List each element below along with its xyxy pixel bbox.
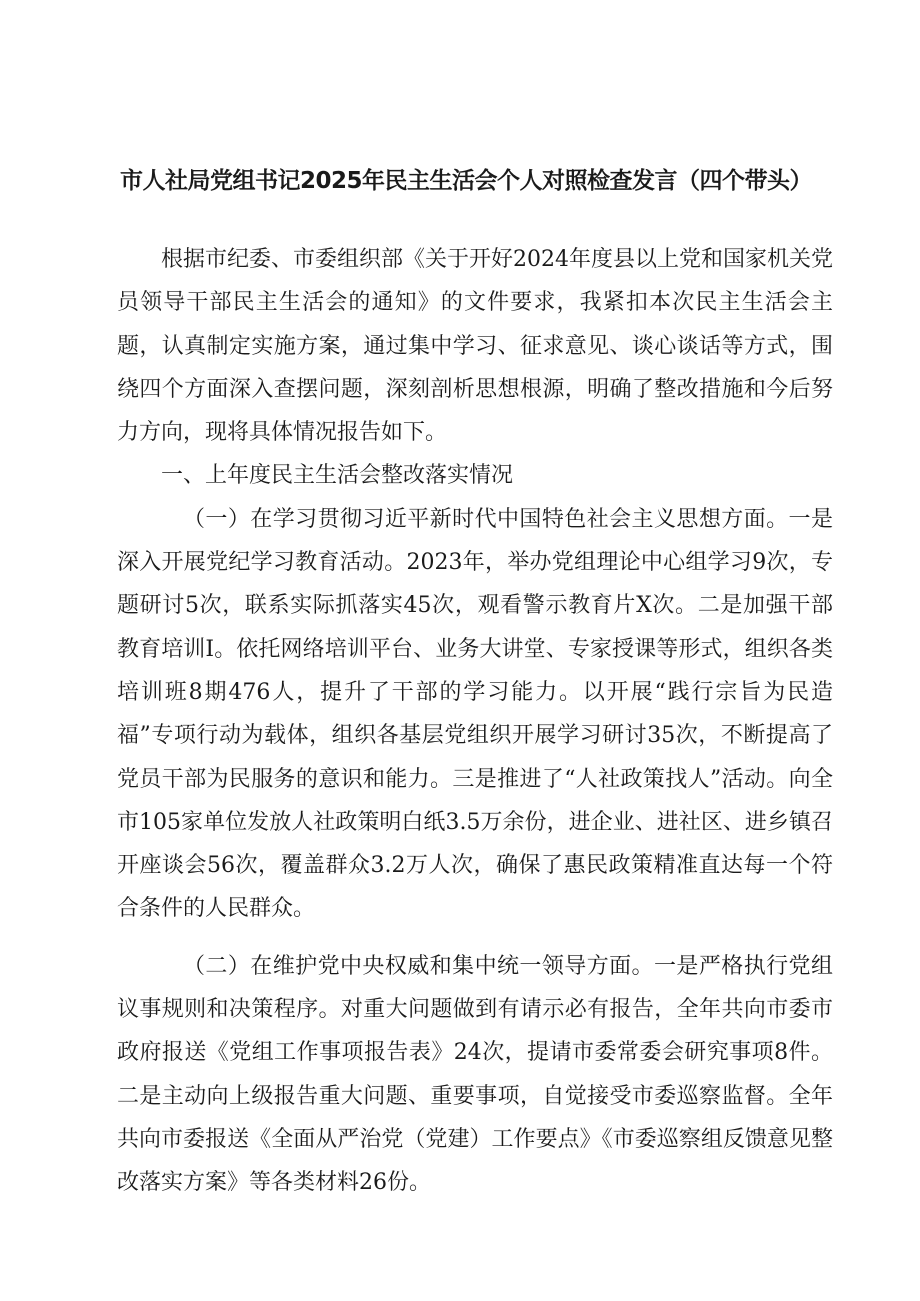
paragraph-gap xyxy=(117,931,833,945)
paragraph-authority: （二）在维护党中央权威和集中统一领导方面。一是严格执行党组议事规则和决策程序。对重大问题做到有请示必有报告，全年共向市委市政府报送《党组工作事项报告表》24次，提请市委常委会研究事项8件。二是主动向上级报告重大问题、重要事项，自觉接受市委巡察监督。全年共向市委报送《全面从严治党（党建）工作要点》《市委巡察组反馈意见整改落实方案》等各类材料26份。 xyxy=(117,953,833,1196)
intro-paragraph: 根据市纪委、市委组织部《关于开好2024年度县以上党和国家机关党员领导干部民主生活会的通知》的文件要求，我紧扣本次民主生活会主题，认真制定实施方案，通过集中学习、征求意见、谈心谈话等方式，围绕四个方面深入查摆问题，深刻剖析思想根源，明确了整改措施和今后努力方向，现将具体情况报告如下。 xyxy=(117,247,833,446)
document-body xyxy=(117,238,833,1205)
section-heading: 一、上年度民主生活会整改落实情况 xyxy=(161,463,514,489)
paragraph-study: （一）在学习贯彻习近平新时代中国特色社会主义思想方面。一是深入开展党纪学习教育活动。2023年，举办党组理论中心组学习9次，专题研讨5次，联系实际抓落实45次，观看警示教育片X次。二是加强干部教育培训I。依托网络培训平台、业务大讲堂、专家授课等形式，组织各类培训班8期476人，提升了干部的学习能力。以开展“践行宗旨为民造福”专项行动为载体，组织各基层党组织开展学习研讨35次，不断提高了党员干部为民服务的意识和能力。三是推进了“人社政策找人”活动。向全市105家单位发放人社政策明白纸3.5万余份，进企业、进社区、进乡镇召开座谈会56次，覆盖群众3.2万人次，确保了惠民政策精准直达每一个符合条件的人民群众。 xyxy=(117,506,833,922)
document-title: 市人社局党组书记2025年民主生活会个人对照检查发言（四个带头） xyxy=(120,168,813,194)
